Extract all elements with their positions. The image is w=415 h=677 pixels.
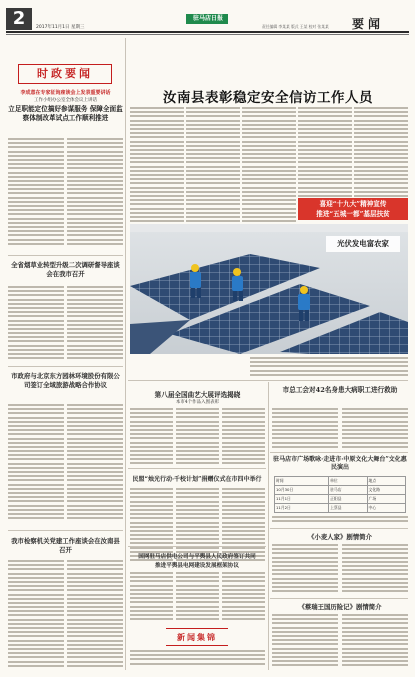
- table-cell: 10月30日: [275, 486, 329, 495]
- bottom-title-line1: 国网驻马店供电公司与平舆县人民政府签订共同: [138, 554, 256, 560]
- lead-body-col2: [67, 138, 123, 247]
- slogan-line1: 喜迎“十九大”精神宣传: [319, 200, 387, 208]
- main-body-col4: [298, 107, 352, 199]
- slogan-line2: 推进“五城一都”基层扶贫: [316, 210, 390, 218]
- table-cell: 驻马店: [329, 486, 367, 495]
- table-cell: 11月2日: [275, 504, 329, 513]
- table-cell: 地点: [367, 477, 405, 486]
- masthead: [0, 0, 415, 36]
- section-label: 时政要闻: [37, 67, 93, 80]
- table-cell: 时间: [275, 477, 329, 486]
- market-title: 市总工会对42名身患大病职工进行救助: [282, 386, 398, 394]
- solar-photo: [130, 224, 408, 354]
- table-row: [275, 504, 406, 513]
- story3-title: 市政府与北京东方园林环境股份有限公司签订全域旅游战略合作协议: [11, 372, 120, 389]
- story2-title: 全省烟草业转型升级二次调研督导座谈会在我市召开: [11, 261, 120, 278]
- main-headline: 汝南县表彰稳定安全信访工作人员: [163, 90, 373, 106]
- lead-kicker: 李成意在专家征询座谈会上发表重要讲话: [20, 90, 111, 96]
- table-cell: 广场: [367, 495, 405, 504]
- news-digest-label: [166, 628, 228, 646]
- paper-name: 驻马店日报: [192, 15, 223, 22]
- schedule-table: [274, 476, 406, 513]
- table-cell: 单位: [329, 477, 367, 486]
- center-story-title: 第八届全国曲艺大展评选揭晓: [154, 391, 241, 399]
- lead-title: 立足职能定位搞好参谋服务 保障全面监察体制改革试点工作顺利推进: [8, 105, 123, 122]
- table-cell: 文化路: [367, 486, 405, 495]
- photo-title-badge: [326, 236, 400, 252]
- slogan-box: [298, 198, 408, 220]
- table-row: [275, 495, 406, 504]
- page-number-box: 2: [6, 8, 32, 30]
- lead-subhead: 工作小组办公室全体会议上讲话: [34, 98, 97, 103]
- section-title: 要闻: [352, 17, 385, 31]
- editor-line: 责任编辑 李某某 版式 王某 校对 张某某: [262, 24, 329, 29]
- table-cell: 中心: [367, 504, 405, 513]
- center-story-sub: 本市4个作品入围表彰: [175, 400, 220, 405]
- table-cell: 上蔡县: [329, 504, 367, 513]
- right-story2-title: 《蔡瑞王国历险记》剧情简介: [298, 603, 382, 611]
- story4-title: 我市检察机关党建工作座谈会在汝南县召开: [11, 537, 120, 554]
- main-body-col5: [354, 107, 408, 199]
- date-line: 2017年11月1日 星期三: [36, 25, 85, 30]
- bottom-title-line2: 推进平舆县电网建设发展框架协议: [155, 563, 239, 569]
- table-cell: 正阳县: [329, 495, 367, 504]
- right-story1-title: 《小麦人家》剧情简介: [308, 533, 372, 541]
- photo-title: 光伏发电富农家: [337, 239, 389, 248]
- lead-body-col1: [8, 138, 64, 247]
- culture-title: 驻马店市广场歌咏·走进市·中原文化大舞台”文化惠民演出: [273, 456, 407, 471]
- band-story-title: 民盟“烛光行动·千校计划”捐赠仪式在市四中举行: [132, 476, 262, 483]
- table-cell: 11月1日: [275, 495, 329, 504]
- masthead-rule: [6, 31, 409, 33]
- news-digest-text: 新闻集锦: [177, 632, 217, 642]
- photo-caption: [250, 357, 408, 378]
- table-row: [275, 477, 406, 486]
- table-row: [275, 486, 406, 495]
- section-label-box: [18, 64, 112, 84]
